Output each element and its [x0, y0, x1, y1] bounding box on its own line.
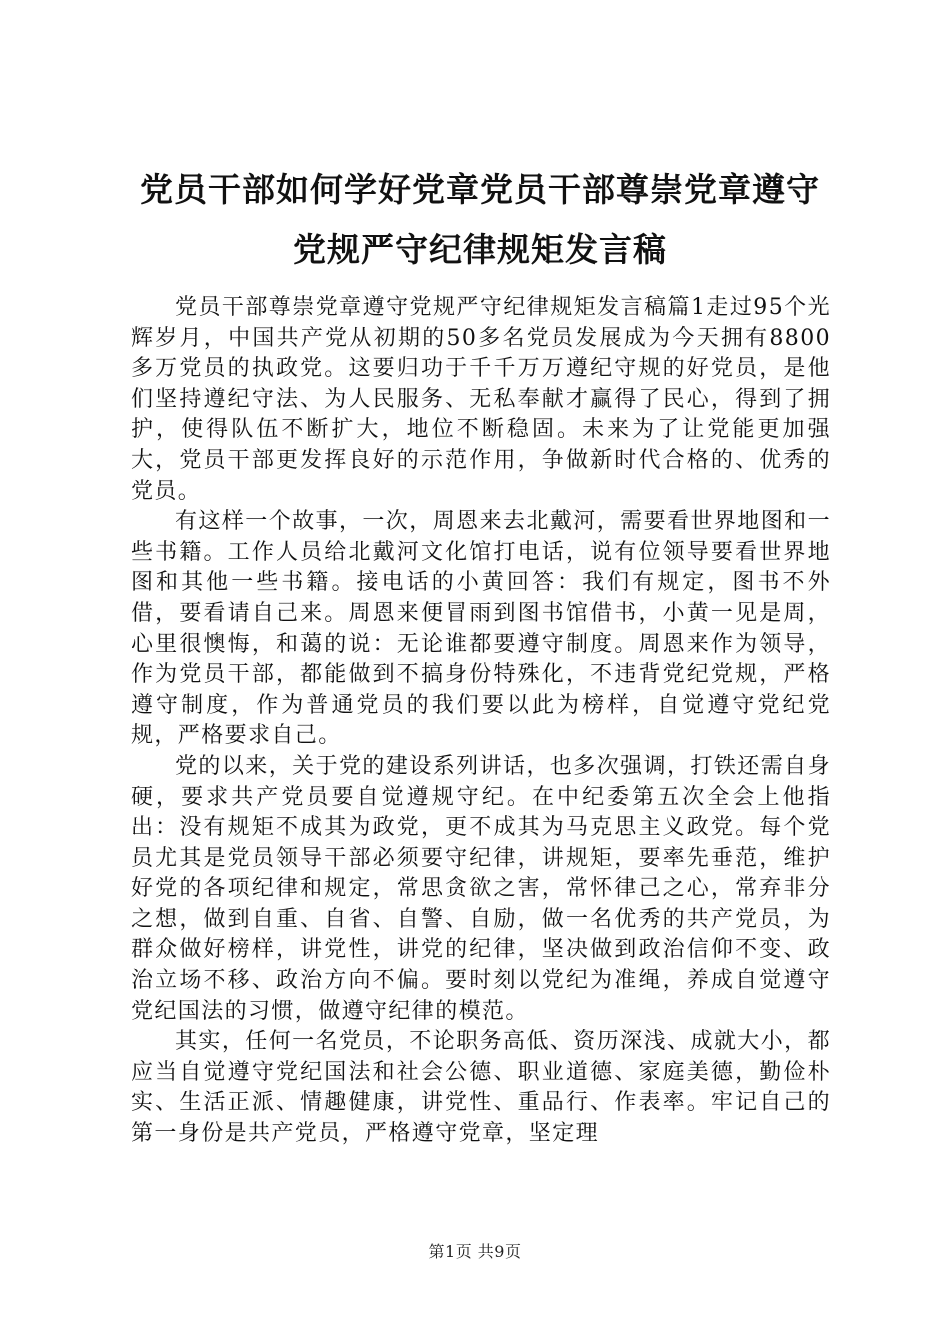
page-number-footer: 第1页 共9页: [428, 1242, 522, 1261]
paragraph-1: 党员干部尊崇党章遵守党规严守纪律规矩发言稿篇1走过95个光辉岁月，中国共产党从初期的50多名党员发展成为今天拥有8800多万党员的执政党。这要归功于千千万万遵纪守规的好党员，是他们坚持遵纪守法、为人民服务、无私奉献才赢得了民心，得到了拥护，使得队伍不断扩大，地位不断稳固。未来为了让党能更加强大，党员干部更发挥良好的示范作用，争做新时代合格的、优秀的党员。: [131, 295, 831, 504]
paragraph-2: 有这样一个故事，一次，周恩来去北戴河，需要看世界地图和一些书籍。工作人员给北戴河文化馆打电话，说有位领导要看世界地图和其他一些书籍。接电话的小黄回答：我们有规定，图书不外借，要看请自己来。周恩来便冒雨到图书馆借书，小黄一见是周，心里很懊悔，和蔼的说：无论谁都要遵守制度。周恩来作为领导，作为党员干部，都能做到不搞身份特殊化，不违背党纪党规，严格遵守制度，作为普通党员的我们要以此为榜样，自觉遵守党纪党规，严格要求自己。: [131, 509, 831, 749]
title-line-2: 党规严守纪律规矩发言稿: [293, 230, 667, 269]
paragraph-3: 党的以来，关于党的建设系列讲话，也多次强调，打铁还需自身硬，要求共产党员要自觉遵规守纪。在中纪委第五次全会上他指出：没有规矩不成其为政党，更不成其为马克思主义政党。每个党员尤其是党员领导干部必须要守纪律，讲规矩，要率先垂范，维护好党的各项纪律和规定，常思贪欲之害，常怀律己之心，常弃非分之想，做到自重、自省、自警、自励，做一名优秀的共产党员，为群众做好榜样，讲党性，讲党的纪律，坚决做到政治信仰不变、政治立场不移、政治方向不偏。要时刻以党纪为准绳，养成自觉遵守党纪国法的习惯，做遵守纪律的模范。: [131, 753, 831, 1024]
document-title: [120, 160, 840, 280]
paragraph-4: 其实，任何一名党员，不论职务高低、资历深浅、成就大小，都应当自觉遵守党纪国法和社会公德、职业道德、家庭美德，勤俭朴实、生活正派、情趣健康，讲党性、重品行、作表率。牢记自己的第一身份是共产党员，严格遵守党章，坚定理: [131, 1029, 831, 1147]
title-line-1: 党员干部如何学好党章党员干部尊崇党章遵守: [140, 170, 820, 209]
document-body: [131, 293, 831, 1150]
